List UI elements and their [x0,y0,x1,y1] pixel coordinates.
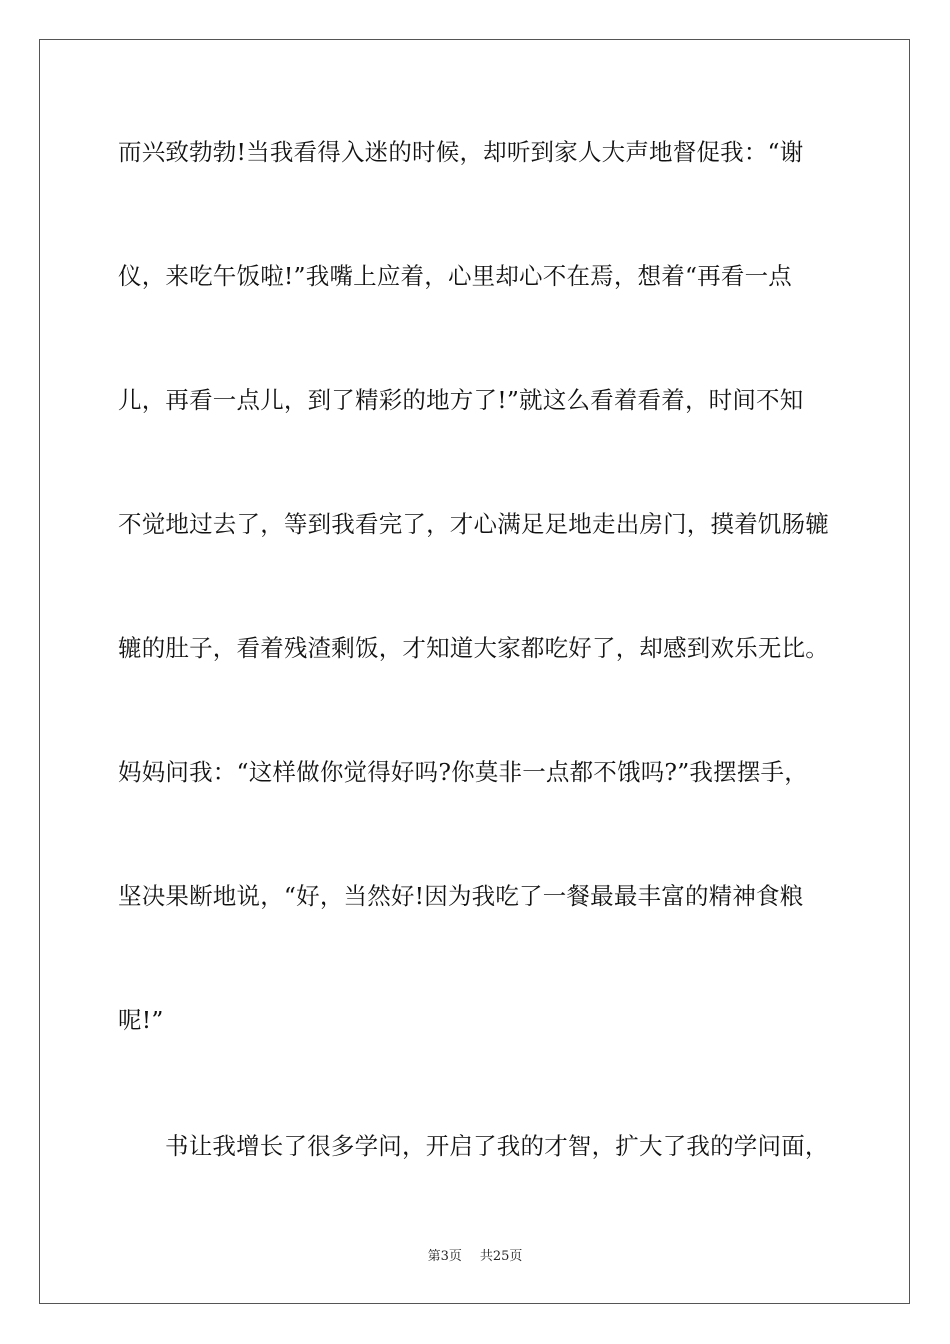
page-border [39,39,910,1304]
paragraph-line: 仪，来吃午饭啦!”我嘴上应着，心里却心不在焉，想着“再看一点 [118,262,792,290]
page-number-label: 第3页 [427,1249,462,1264]
paragraph-line: 呢!” [118,1006,164,1034]
page-total-label: 共25页 [479,1249,523,1264]
paragraph-line: 不觉地过去了，等到我看完了，才心满足足地走出房门，摸着饥肠辘 [118,510,829,538]
page-footer [0,1248,950,1266]
paragraph-line: 妈妈问我：“这样做你觉得好吗?你莫非一点都不饿吗?”我摆摆手， [118,758,808,786]
paragraph-line: 而兴致勃勃!当我看得入迷的时候，却听到家人大声地督促我：“谢 [118,138,804,166]
paragraph-line-indented: 书让我增长了很多学问，开启了我的才智，扩大了我的学问面， [165,1132,829,1160]
paragraph-line: 辘的肚子，看着残渣剩饭，才知道大家都吃好了，却感到欢乐无比。 [118,634,829,662]
paragraph-line: 儿，再看一点儿，到了精彩的地方了!”就这么看着看着，时间不知 [118,386,804,414]
paragraph-line: 坚决果断地说，“好，当然好!因为我吃了一餐最最丰富的精神食粮 [118,882,804,910]
